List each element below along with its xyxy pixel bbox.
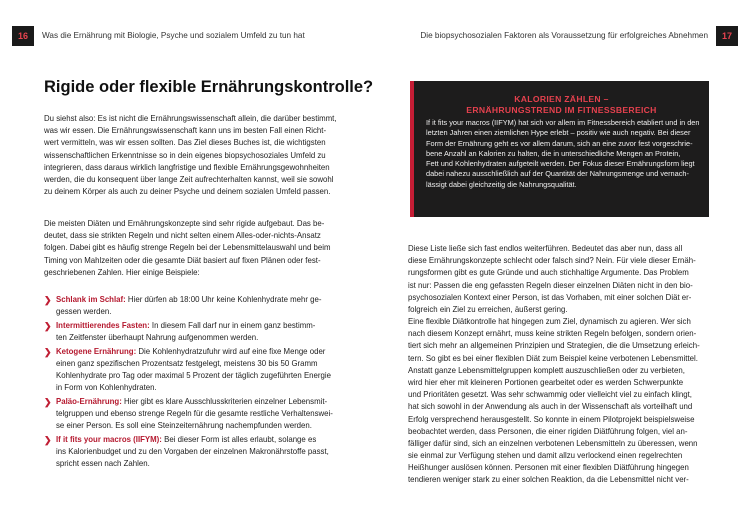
text-line: Die meisten Diäten und Ernährungskonzepte sind sehr rigide aufgebaut. Das be- <box>44 219 325 228</box>
text-line: Du siehst also: Es ist nicht die Ernährungswissenschaft allein, die darüber bestimmt, <box>44 114 337 123</box>
list-item-term: If it fits your macros (IIFYM): <box>56 435 162 445</box>
list-item <box>44 396 344 433</box>
text-line: letzten Jahren einen ziemlichen Hype erlebt – positiv wie auch negativ. Bei dieser <box>426 128 691 138</box>
chevron-right-icon: ❯ <box>44 435 52 446</box>
text-line: Eine flexible Diätkontrolle hat hingegen zum Ziel, dynamisch zu agieren. Wer sich <box>408 317 691 326</box>
text-line: deutet, dass sie strikten Regeln und nicht selten einem Alles-oder-nichts-Ansatz <box>44 231 321 241</box>
text-line: integrieren, dass daraus wirklich langfristige und flexible Ernährungsgewohnheiten <box>44 162 330 172</box>
text-line: nach diesem Konzept ernährt, muss keine strikten Regeln befolgen, sondern orien- <box>408 329 697 339</box>
list-item-term: Schlank im Schlaf: <box>56 295 126 304</box>
text-line: dabei nahezu ausschließlich auf der Quantität der Nahrungsmenge und vernach- <box>426 169 689 179</box>
text-line: se einer Person. Es soll eine Steinzeiternährung nachempfunden werden. <box>56 421 312 431</box>
list-item <box>44 434 344 471</box>
text-line: in Form von Kohlenhydraten. <box>56 383 157 393</box>
text-line: Kohlenhydrate pro Tag oder maximal 5 Prozent der täglich zugeführten Energie <box>56 371 331 381</box>
text-line: zu deinem Körper als auch zu deiner Psyche und deinem sozialen Umfeld passen. <box>44 187 331 197</box>
list-item-text: Hier gibt es klare Ausschlusskriterien einzelner Lebensmit- <box>121 397 328 406</box>
text-line: gessen werden. <box>56 307 112 317</box>
running-head: Was die Ernährung mit Biologie, Psyche und sozialem Umfeld zu tun hat <box>42 31 305 40</box>
text-line: wird hier eher mit kleineren Portionen gearbeitet oder es werden Schwerpunkte <box>408 377 684 387</box>
text-line: telgruppen und ebenso strenge Regeln für die gesamte restliche Verhaltenswei- <box>56 409 333 419</box>
text-line: Fett und Kohlenhydraten aufgeteilt werden. Der Fokus dieser Ernährungsform liegt <box>426 159 695 169</box>
paragraph-rigid-diets <box>44 218 342 279</box>
text-line <box>56 434 344 446</box>
text-line: fälliger dafür sind, sich an einzelnen verbotenen Lebensmitteln zu überessen, wenn <box>408 438 698 448</box>
paragraph-flexible-control <box>408 316 708 487</box>
list-item-text: Die Kohlenhydratzufuhr wird auf eine fixe Menge oder <box>136 346 326 356</box>
text-line: Form der Ernährung geht es vor allem darum, sich an eine zuvor fest vorgeschrie- <box>426 138 693 148</box>
list-item-text: In diesem Fall darf nur in einem ganz bestimm- <box>149 320 316 330</box>
text-line: geschriebenen Zahlen. Hier einige Beispiele: <box>44 267 200 277</box>
list-item-text: Hier dürfen ab 18:00 Uhr keine Kohlenhydrate mehr ge- <box>125 295 322 304</box>
text-line: wissenschaftlichen Erkenntnisse so in dein eigenes biopsychosoziales Umfeld zu <box>44 150 326 160</box>
info-box <box>410 81 709 217</box>
text-line: Timing von Mahlzeiten oder die gesamte Diät basiert auf fixen Plänen oder fest- <box>44 255 321 265</box>
text-line: Diese Liste ließe sich fast endlos weiterführen. Bedeutet das aber nun, dass all <box>408 244 683 253</box>
right-page <box>375 0 750 529</box>
text-line: wert vermitteln, was wir essen sollten. Das Ziel dieses Buches ist, die wichtigsten <box>44 138 326 148</box>
list-item-term: Intermittierendes Fasten: <box>56 320 150 330</box>
text-line: sie einmal zur Verfügung stehen und damit allzu verlockend einen regelrechten <box>408 451 683 461</box>
list-item-term: Paläo-Ernährung: <box>56 397 122 406</box>
list-item-text: Bei dieser Form ist alles erlaubt, solange es <box>161 435 317 445</box>
chevron-right-icon: ❯ <box>44 346 52 357</box>
text-line: ist nur: Passen die eng gefassten Regeln dieser einzelnen Diäten nicht in den bio- <box>408 280 693 290</box>
text-line <box>56 294 344 306</box>
info-box-title-line2: ERNÄHRUNGSTREND IM FITNESSBEREICH <box>466 105 657 115</box>
text-line: tendieren weniger stark zu einer solchen Reaktion, da die Lebensmittel nicht ver- <box>408 475 689 485</box>
text-line: beobachtet werden, dass Personen, die einer rigiden Diätführung folgen, viel an- <box>408 426 688 436</box>
text-line <box>56 320 344 332</box>
paragraph-intro <box>44 113 342 198</box>
text-line: was wir essen. Die Ernährungswissenschaft kann uns im besten Fall einen Richt- <box>44 126 327 136</box>
text-line: Anstatt ganze Lebensmittelgruppen komplett auszuschließen oder zu verbieten, <box>408 365 685 375</box>
text-line: If it fits your macros (IIFYM) hat sich vor allem im Fitnessbereich etabliert und in den <box>426 118 700 127</box>
text-line: tiert sich mehr an allgemeinen Prinzipien und Strategien, die die Umsetzung erleich- <box>408 341 700 351</box>
text-line: einen ganz spezifischen Prozentsatz festgelegt, meistens 30 bis 50 Gramm <box>56 358 318 368</box>
diet-examples-list <box>44 294 344 472</box>
text-line: ins Kalorienbudget und zu den Vorgaben der einzelnen Makronährstoffe passt, <box>56 447 329 457</box>
list-item <box>44 294 344 318</box>
list-item <box>44 320 344 344</box>
chevron-right-icon: ❯ <box>44 295 52 305</box>
text-line: psychosozialen Kontext einer Person, ist das Vorhaben, mit einer solchen Diät er- <box>408 292 692 302</box>
info-box-title-line1: KALORIEN ZÄHLEN – <box>514 94 609 104</box>
text-line: tern. So gibt es bei einer flexiblen Diät zum Beispiel keine verbotenen Lebensmittel. <box>408 353 698 363</box>
chevron-right-icon: ❯ <box>44 397 52 407</box>
list-item-term: Ketogene Ernährung: <box>56 346 137 356</box>
text-line: lässigt dabei gleichzeitig die Nahrungsqualität. <box>426 179 577 189</box>
text-line: bene Anzahl an Kalorien zu halten, die in unterschiedliche Mengen an Protein, <box>426 148 681 158</box>
info-box-text <box>426 118 704 190</box>
text-line: hat sich sowohl in der Anwendung als auch in der Wissenschaft als vorteilhaft und <box>408 402 693 412</box>
text-line: werden, die du konsequent über lange Zeit aufrechterhalten kannst, weil sie sowohl <box>44 174 334 184</box>
text-line <box>56 346 344 358</box>
text-line: rungsformen gibt es gute Gründe und auch stichhaltige Argumente. Das Problem <box>408 268 689 278</box>
text-line: spricht essen nach Zahlen. <box>56 459 150 469</box>
page-number: 17 <box>716 26 738 46</box>
text-line: folgreich ein Ziel zu erreichen, äußerst gering. <box>408 304 568 314</box>
text-line: Heißhunger auslösen können. Personen mit einer flexiblen Diätführung hingegen <box>408 463 689 473</box>
list-item <box>44 346 344 395</box>
text-line <box>56 396 344 408</box>
text-line: und Prioritäten gesetzt. Was sehr schwammig oder vielleicht viel zu einfach klingt, <box>408 390 692 400</box>
text-line: diese Ernährungskonzepte schlecht oder falsch sind? Nein. Für viele dieser Ernäh- <box>408 256 696 266</box>
paragraph-list-discussion <box>408 243 708 316</box>
page-number: 16 <box>12 26 34 46</box>
running-head: Die biopsychosozialen Faktoren als Voraussetzung für erfolgreiches Abnehmen <box>420 31 708 40</box>
text-line: folgen. Dabei gibt es häufig strenge Regeln bei der Lebensmittelauswahl und beim <box>44 243 331 253</box>
chevron-right-icon: ❯ <box>44 320 52 331</box>
text-line: Erfolg versprechend herausgestellt. So konnte in einem Pilotprojekt beispielsweise <box>408 414 695 424</box>
section-heading: Rigide oder flexible Ernährungskontrolle? <box>44 78 374 96</box>
text-line: ten Zeitfenster überhaupt Nahrung aufgenommen werden. <box>56 333 259 343</box>
